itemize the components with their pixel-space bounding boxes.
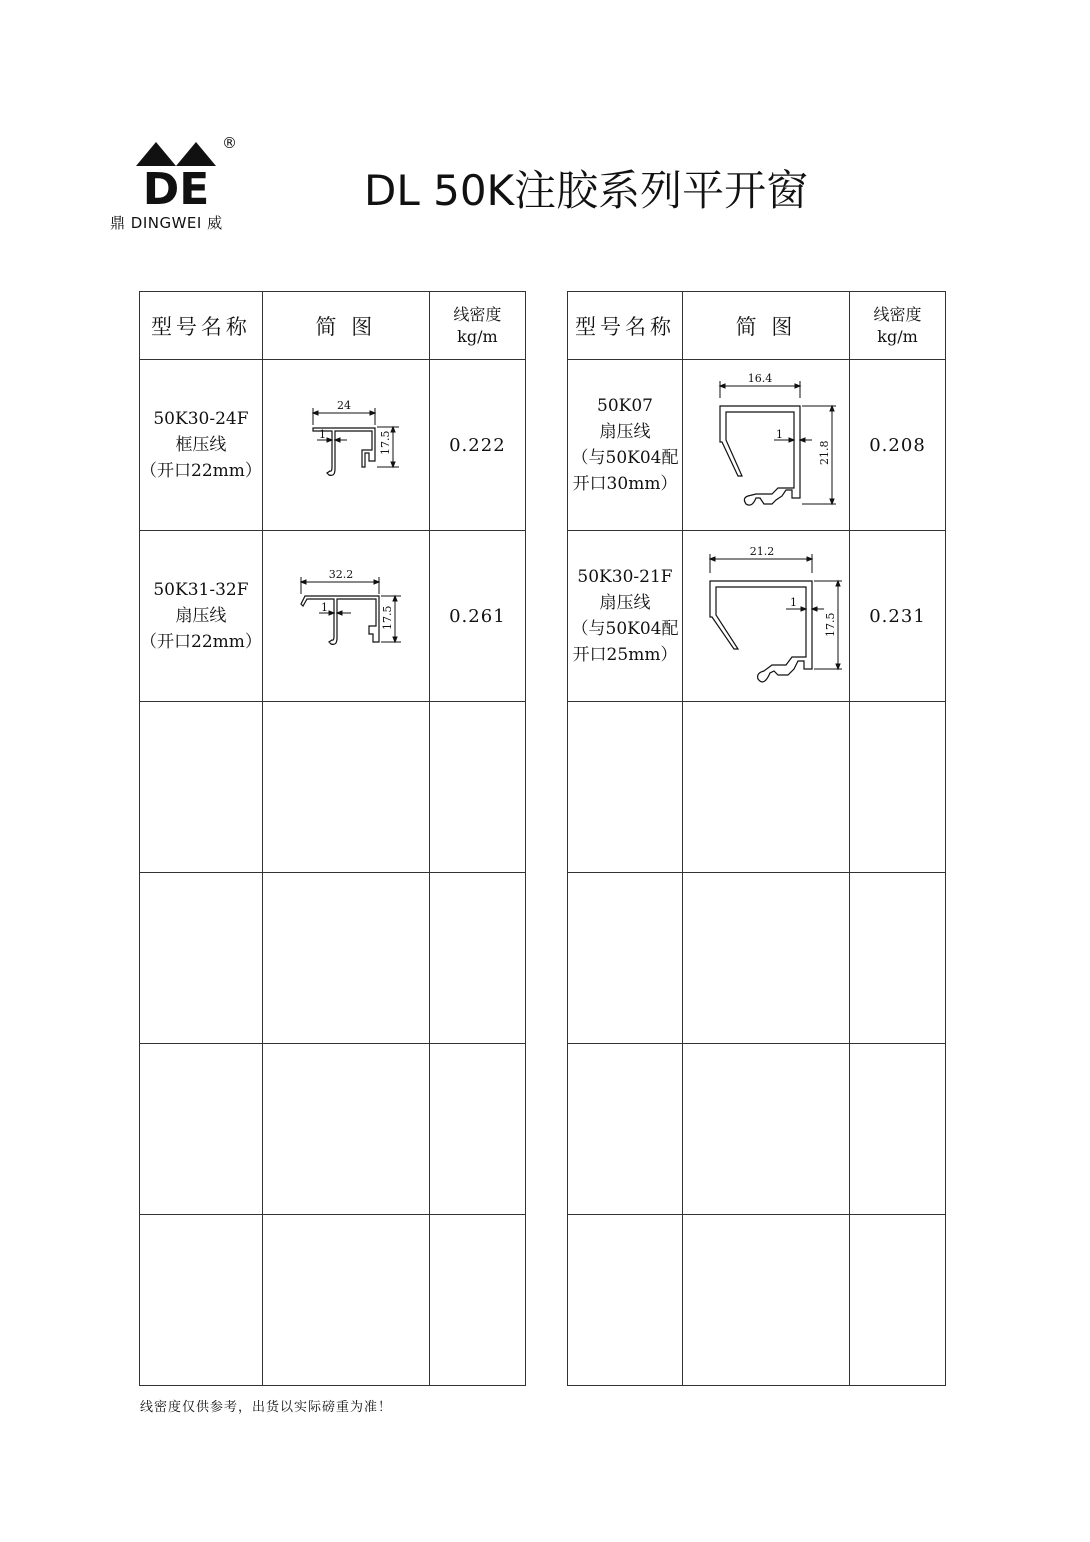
header-density: 线密度 kg/m	[429, 292, 525, 360]
table-row	[568, 702, 946, 873]
table-row	[568, 531, 946, 702]
svg-text:32.2: 32.2	[328, 568, 354, 581]
profile-figure-cell	[262, 360, 429, 531]
model-name-cell: 50K30-24F 框压线 （开口22mm）	[140, 360, 263, 531]
table-row	[140, 1044, 526, 1215]
registered-mark: ®	[222, 134, 237, 152]
svg-text:1: 1	[790, 596, 797, 609]
model-name-cell: 50K07 扇压线 （与50K04配 开口30mm）	[568, 360, 683, 531]
profile-50k30-21f-drawing	[686, 541, 846, 691]
svg-text:24: 24	[336, 399, 351, 412]
model-name-cell: 50K31-32F 扇压线 （开口22mm）	[140, 531, 263, 702]
svg-text:16.4: 16.4	[747, 372, 773, 385]
table-row	[140, 702, 526, 873]
svg-text:17.5: 17.5	[380, 605, 394, 630]
dingwei-logo-icon	[136, 136, 216, 208]
header-figure: 简 图	[683, 292, 850, 360]
company-logo	[110, 132, 260, 242]
brand-name: 鼎 DINGWEI 威	[110, 214, 223, 232]
table-row	[140, 873, 526, 1044]
profile-figure-cell	[683, 360, 850, 531]
svg-text:17.5: 17.5	[824, 612, 837, 637]
table-row	[140, 531, 526, 702]
header-figure: 简 图	[262, 292, 429, 360]
svg-text:21.8: 21.8	[818, 440, 831, 465]
profile-50k31-32f-drawing	[281, 566, 411, 666]
density-value: 0.231	[850, 531, 946, 702]
table-row	[140, 360, 526, 531]
table-header-row	[568, 292, 946, 360]
right-spec-table	[567, 291, 946, 1386]
density-value: 0.208	[850, 360, 946, 531]
header-model-name: 型号名称	[568, 292, 683, 360]
header-density: 线密度 kg/m	[850, 292, 946, 360]
left-spec-table	[139, 291, 526, 1386]
page-title: DL 50K注胶系列平开窗	[364, 166, 809, 215]
density-value: 0.222	[429, 360, 525, 531]
table-row	[568, 360, 946, 531]
profile-figure-cell	[262, 531, 429, 702]
svg-text:1: 1	[320, 601, 328, 614]
table-row	[568, 1044, 946, 1215]
svg-text:1: 1	[318, 428, 326, 441]
svg-text:DE: DE	[142, 164, 210, 208]
density-value: 0.261	[429, 531, 525, 702]
table-row	[140, 1215, 526, 1386]
svg-text:1: 1	[776, 428, 783, 441]
svg-text:17.5: 17.5	[378, 430, 392, 455]
profile-50k07-drawing	[686, 370, 846, 520]
footer-note: 线密度仅供参考，出货以实际磅重为准！	[140, 1400, 393, 1415]
table-header-row	[140, 292, 526, 360]
svg-text:21.2: 21.2	[749, 545, 775, 558]
profile-50k30-24f-drawing	[281, 395, 411, 495]
profile-figure-cell	[683, 531, 850, 702]
table-row	[568, 1215, 946, 1386]
model-name-cell: 50K30-21F 扇压线 （与50K04配 开口25mm）	[568, 531, 683, 702]
table-row	[568, 873, 946, 1044]
header-model-name: 型号名称	[140, 292, 263, 360]
